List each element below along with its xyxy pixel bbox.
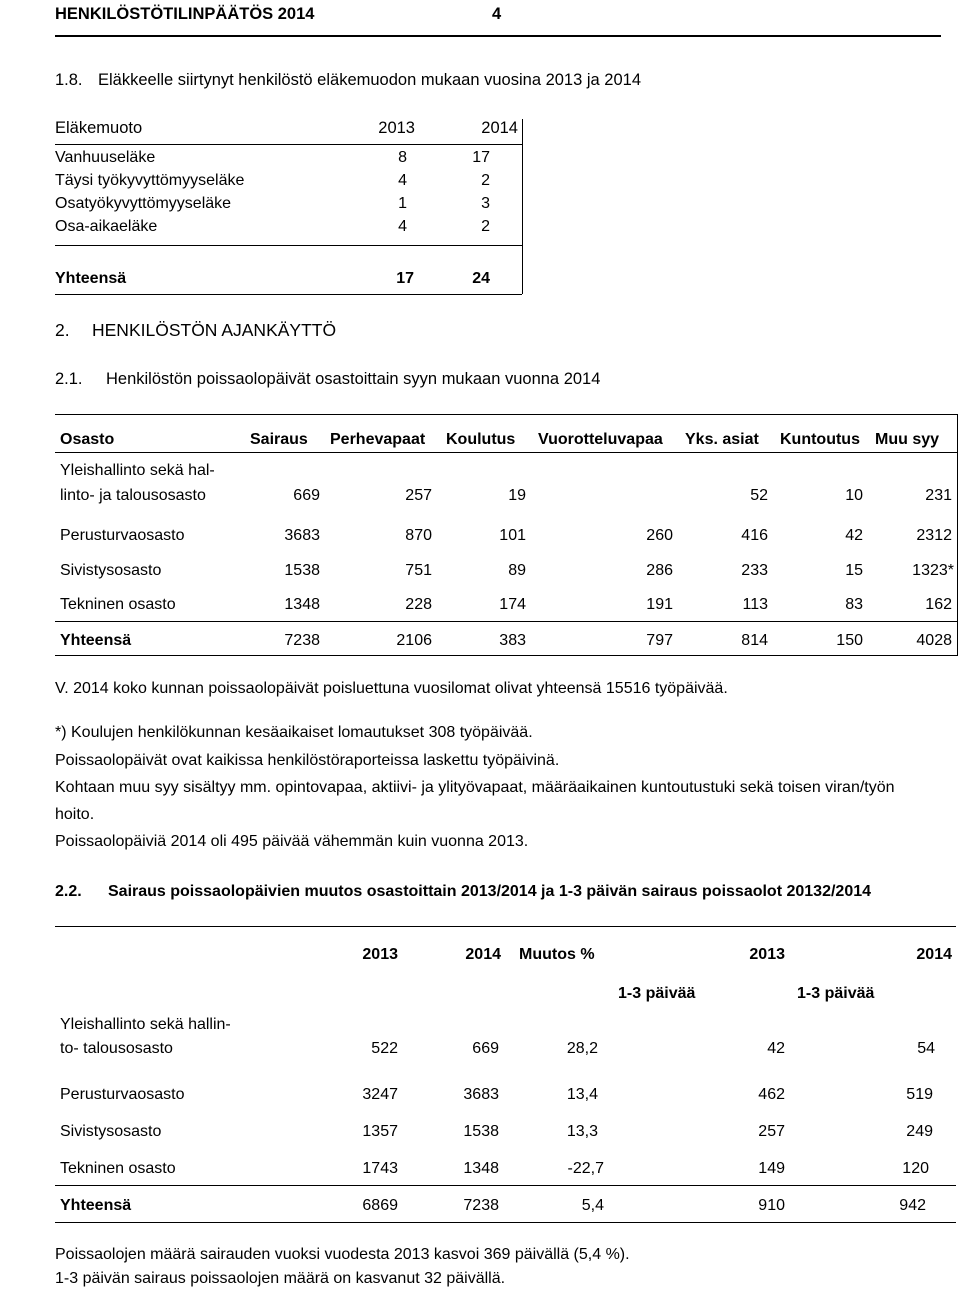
absence-cell: 10 (845, 487, 863, 504)
sickness-cell: 257 (758, 1123, 785, 1140)
pension-row-label: Osa-aikaeläke (55, 218, 158, 235)
sickness-cell: 13,4 (566, 1086, 598, 1103)
sickness-cell: 1538 (463, 1123, 499, 1140)
sickness-cell: 462 (758, 1086, 785, 1103)
absence-cell: 1323* (912, 562, 954, 579)
sickness-row-label-line1: Yleishallinto sekä hallin- (60, 1016, 231, 1033)
header-rule (55, 35, 941, 37)
sickness-cell: 120 (902, 1160, 929, 1177)
absence-cell: 15 (845, 562, 863, 579)
sickness-cell: 522 (371, 1040, 398, 1057)
absence-header-osasto: Osasto (60, 431, 115, 448)
absence-cell: 89 (508, 562, 526, 579)
absence-cell: 174 (499, 596, 526, 613)
absence-right-border (957, 414, 958, 655)
sickness-cell: 28,2 (566, 1040, 598, 1057)
note-line: Poissaolojen määrä sairauden vuoksi vuodesta 2013 kasvoi 369 päivällä (5,4 %). (55, 1246, 630, 1263)
absence-bottom-rule (55, 655, 958, 656)
sickness-total-cell: 6869 (362, 1197, 398, 1214)
absence-row-label: Perusturvaosasto (60, 527, 185, 544)
pension-total-2014: 24 (472, 270, 490, 287)
absence-body-rule (55, 621, 958, 622)
section-1-8-number: 1.8. (55, 71, 83, 89)
absence-cell: 83 (845, 596, 863, 613)
absence-cell: 42 (845, 527, 863, 544)
absence-cell: 52 (750, 487, 768, 504)
note-line: *) Koulujen henkilökunnan kesäaikaiset lomautukset 308 työpäivää. (55, 724, 533, 741)
absence-cell: 1538 (284, 562, 320, 579)
pension-row-2013: 4 (398, 172, 407, 189)
absence-row-label: Tekninen osasto (60, 596, 176, 613)
absence-total-cell: 797 (646, 632, 673, 649)
pension-row-2013: 8 (398, 149, 407, 166)
absence-cell: 191 (646, 596, 673, 613)
pension-right-border (522, 119, 523, 294)
sickness-row-label-line2: to- talousosasto (60, 1040, 173, 1057)
sickness-cell: 3247 (362, 1086, 398, 1103)
note-line: hoito. (55, 806, 95, 823)
sickness-total-cell: 910 (758, 1197, 785, 1214)
absence-header-koulutus: Koulutus (446, 431, 516, 448)
sickness-total-label: Yhteensä (60, 1197, 132, 1214)
pension-row-2014: 2 (481, 172, 490, 189)
absence-cell: 416 (741, 527, 768, 544)
absence-cell: 228 (405, 596, 432, 613)
pension-total-label: Yhteensä (55, 270, 127, 287)
absence-header-sairaus: Sairaus (250, 431, 308, 448)
sickness-header-2014-short: 2014 (916, 946, 952, 963)
absence-cell: 113 (742, 596, 768, 613)
absence-cell: 2312 (916, 527, 952, 544)
section-2-1-title: Henkilöstön poissaolopäivät osastoittain syyn mukaan vuonna 2014 (106, 370, 601, 388)
sickness-top-rule (55, 926, 956, 927)
sickness-cell: -22,7 (567, 1160, 604, 1177)
absence-header-vuorotteluvapaa: Vuorotteluvapaa (538, 431, 663, 448)
absence-cell: 1348 (284, 596, 320, 613)
pension-row-2014: 2 (481, 218, 490, 235)
absence-cell: 101 (499, 527, 526, 544)
absence-total-label: Yhteensä (60, 632, 132, 649)
pension-header-2014: 2014 (481, 119, 518, 137)
section-2-title: HENKILÖSTÖN AJANKÄYTTÖ (92, 320, 337, 340)
sickness-total-cell: 7238 (463, 1197, 499, 1214)
pension-row-2014: 17 (472, 149, 490, 166)
section-2-2-number: 2.2. (55, 883, 82, 900)
sickness-cell: 1357 (362, 1123, 398, 1140)
pension-row-label: Osatyökyvyttömyyseläke (55, 195, 232, 212)
absence-header-perhevapaat: Perhevapaat (330, 431, 426, 448)
sickness-row-label: Perusturvaosasto (60, 1086, 185, 1103)
section-2-1-number: 2.1. (55, 370, 83, 388)
absence-total-cell: 4028 (916, 632, 952, 649)
sickness-cell: 249 (906, 1123, 933, 1140)
absence-total-cell: 383 (499, 632, 526, 649)
absence-total-cell: 2106 (396, 632, 432, 649)
absence-cell: 3683 (284, 527, 320, 544)
section-1-8-title: Eläkkeelle siirtynyt henkilöstö eläkemuodon mukaan vuosina 2013 ja 2014 (98, 71, 642, 89)
sickness-cell: 3683 (463, 1086, 499, 1103)
section-2-2-title: Sairaus poissaolopäivien muutos osastoittain 2013/2014 ja 1-3 päivän sairaus poissaolot 20132/2014 (108, 883, 872, 900)
note-line: 1-3 päivän sairaus poissaolojen määrä on kasvanut 32 päivällä. (55, 1270, 506, 1287)
absence-cell: 751 (405, 562, 432, 579)
sickness-header-2014: 2014 (465, 946, 501, 963)
page-number: 4 (492, 5, 502, 23)
note-line: Poissaolopäivät ovat kaikissa henkilöstöraporteissa laskettu työpäivinä. (55, 752, 560, 769)
absence-cell: 260 (646, 527, 673, 544)
absence-header-muu-syy: Muu syy (875, 431, 940, 448)
pension-total-2013: 17 (396, 270, 414, 287)
sickness-cell: 1348 (463, 1160, 499, 1177)
absence-cell: 162 (925, 596, 952, 613)
section-2-number: 2. (55, 320, 70, 340)
pension-row-2014: 3 (481, 195, 490, 212)
sickness-subheader-2013: 1-3 päivää (618, 985, 696, 1002)
absence-cell: 870 (405, 527, 432, 544)
pension-total-rule (55, 294, 522, 295)
sickness-cell: 669 (472, 1040, 499, 1057)
absence-cell: 233 (741, 562, 768, 579)
pension-row-2013: 1 (398, 195, 407, 212)
absence-row-label-line2: linto- ja talousosasto (60, 487, 206, 504)
sickness-header-change: Muutos % (519, 946, 595, 963)
sickness-total-cell: 5,4 (581, 1197, 604, 1214)
sickness-body-rule (55, 1185, 956, 1186)
absence-total-cell: 150 (836, 632, 863, 649)
absence-total-cell: 7238 (284, 632, 320, 649)
absence-top-rule (55, 414, 958, 415)
pension-header-type: Eläkemuoto (55, 119, 143, 137)
absence-cell: 257 (405, 487, 432, 504)
sickness-row-label: Tekninen osasto (60, 1160, 176, 1177)
sickness-cell: 149 (758, 1160, 785, 1177)
sickness-header-2013-short: 2013 (749, 946, 785, 963)
pension-header-2013: 2013 (378, 119, 415, 137)
absence-cell: 286 (646, 562, 673, 579)
sickness-cell: 42 (767, 1040, 785, 1057)
absence-cell: 669 (293, 487, 320, 504)
document-header-title: HENKILÖSTÖTILINPÄÄTÖS 2014 (55, 5, 315, 23)
absence-row-label: Sivistysosasto (60, 562, 162, 579)
sickness-bottom-rule (55, 1222, 956, 1223)
pension-row-2013: 4 (398, 218, 407, 235)
pension-header-rule (55, 144, 522, 145)
sickness-cell: 1743 (362, 1160, 398, 1177)
sickness-cell: 54 (917, 1040, 935, 1057)
pension-row-label: Vanhuuseläke (55, 149, 156, 166)
note-line: V. 2014 koko kunnan poissaolopäivät poisluettuna vuosilomat olivat yhteensä 15516 työpäivää. (55, 680, 728, 697)
sickness-row-label: Sivistysosasto (60, 1123, 162, 1140)
absence-header-yks-asiat: Yks. asiat (685, 431, 759, 448)
sickness-subheader-2014: 1-3 päivää (797, 985, 875, 1002)
sickness-cell: 13,3 (566, 1123, 598, 1140)
pension-row-label: Täysi työkyvyttömyyseläke (55, 172, 245, 189)
sickness-cell: 519 (906, 1086, 933, 1103)
absence-cell: 19 (508, 487, 526, 504)
note-line: Poissaolopäiviä 2014 oli 495 päivää vähemmän kuin vuonna 2013. (55, 833, 529, 850)
absence-header-rule (55, 452, 958, 453)
absence-row-label-line1: Yleishallinto sekä hal- (60, 462, 215, 479)
pension-body-rule (55, 245, 522, 246)
absence-header-kuntoutus: Kuntoutus (780, 431, 860, 448)
sickness-header-2013: 2013 (362, 946, 398, 963)
absence-cell: 231 (925, 487, 952, 504)
note-line: Kohtaan muu syy sisältyy mm. opintovapaa, aktiivi- ja ylityövapaat, määräaikainen kuntoutustuki sekä toisen viran/työn (55, 779, 895, 796)
sickness-total-cell: 942 (899, 1197, 926, 1214)
absence-total-cell: 814 (741, 632, 768, 649)
